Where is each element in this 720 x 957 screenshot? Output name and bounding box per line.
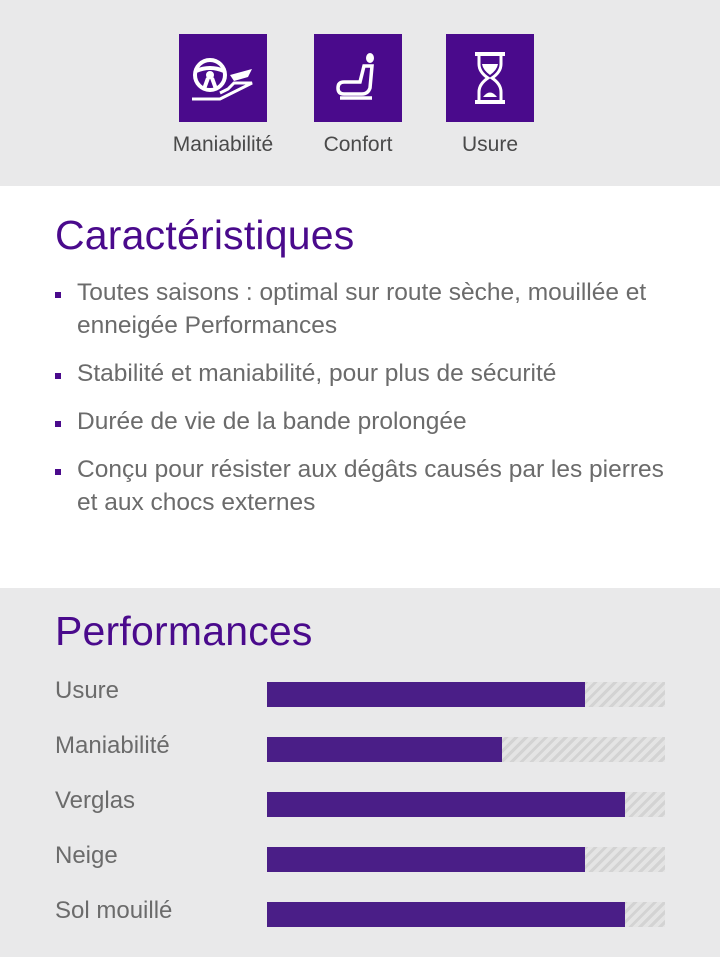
feature-label: Usure — [461, 133, 519, 156]
rating-label: Neige — [55, 842, 118, 869]
feature-icons-band — [0, 0, 720, 186]
rating-bar — [267, 847, 665, 872]
rating-row — [55, 787, 665, 817]
rating-bar-fill — [267, 902, 625, 927]
rating-row — [55, 842, 665, 872]
rating-bar-fill — [267, 847, 585, 872]
rating-label: Usure — [55, 677, 120, 704]
bullet-icon — [55, 292, 61, 298]
steering-wheel-icon — [179, 34, 267, 122]
section-title: Performances — [55, 608, 313, 654]
feature-wear — [430, 34, 550, 157]
feature-handling — [163, 34, 283, 157]
bullet-icon — [55, 421, 61, 427]
rating-bar — [267, 682, 665, 707]
rating-bar-fill — [267, 792, 625, 817]
rating-bar-fill — [267, 682, 585, 707]
bullet-icon — [55, 469, 61, 475]
rating-row — [55, 732, 665, 762]
rating-row — [55, 677, 665, 707]
rating-label: Verglas — [55, 787, 136, 814]
rating-bar — [267, 737, 665, 762]
list-item: Durée de vie de la bande prolongée — [55, 405, 675, 438]
list-item: Toutes saisons : optimal sur route sèche, mouillée et enneigée Performances — [55, 276, 675, 342]
section-title: Caractéristiques — [55, 212, 355, 258]
rating-row — [55, 897, 665, 927]
bullet-icon — [55, 373, 61, 379]
car-seat-icon — [314, 34, 402, 122]
rating-bar — [267, 902, 665, 927]
rating-bar — [267, 792, 665, 817]
list-item: Conçu pour résister aux dégâts causés par les pierres et aux chocs externes — [55, 453, 675, 519]
feature-label: Maniabilité — [172, 133, 274, 156]
feature-label: Confort — [323, 133, 393, 156]
performance-section — [0, 588, 720, 957]
characteristics-list — [55, 276, 675, 534]
rating-label: Maniabilité — [55, 732, 170, 759]
rating-label: Sol mouillé — [55, 897, 173, 924]
feature-comfort — [298, 34, 418, 157]
characteristics-section — [0, 186, 720, 588]
list-item: Stabilité et maniabilité, pour plus de sécurité — [55, 357, 675, 390]
hourglass-icon — [446, 34, 534, 122]
rating-bar-fill — [267, 737, 502, 762]
